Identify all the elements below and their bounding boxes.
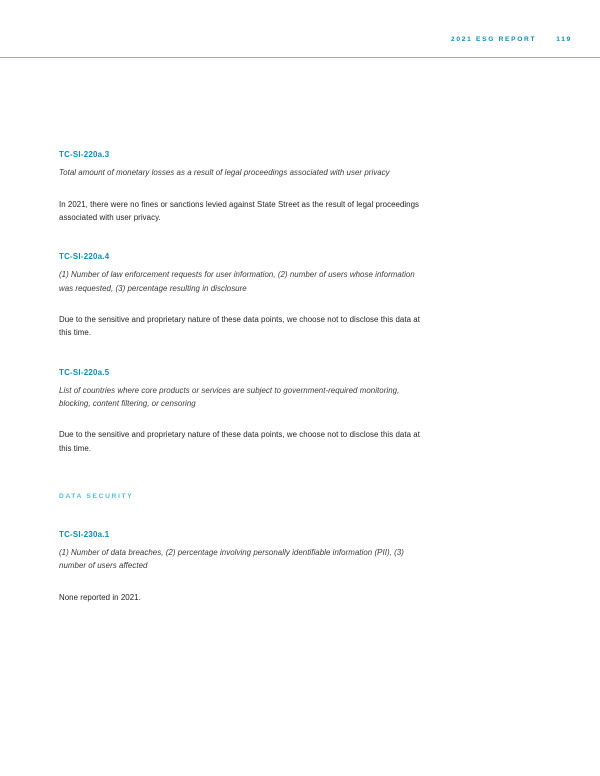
- disclosure-block: [59, 252, 431, 339]
- block-spacer: [59, 224, 431, 252]
- disclosure-block: [59, 150, 431, 224]
- disclosure-metric: (1) Number of data breaches, (2) percentage involving personally identifiable information (PII), (3) number of users affected: [59, 548, 404, 571]
- disclosure-answer: In 2021, there were no fines or sanctions levied against State Street as the result of legal proceedings associated with user privacy.: [59, 199, 420, 222]
- section-spacer: [59, 500, 431, 530]
- disclosure-metric: (1) Number of law enforcement requests for user information, (2) number of users whose information was requested, (3) percentage resulting in disclosure: [59, 270, 415, 293]
- disclosure-answer: Due to the sensitive and proprietary nature of these data points, we choose not to disclose this data at this time.: [59, 314, 420, 338]
- header-divider: [0, 57, 600, 58]
- header-meta: [451, 36, 572, 43]
- section-heading: DATA SECURITY: [59, 492, 134, 500]
- block-spacer: [59, 340, 431, 368]
- page-number: 119: [556, 36, 572, 43]
- disclosure-metric: Total amount of monetary losses as a result of legal proceedings associated with user privacy: [59, 168, 390, 178]
- disclosure-answer: None reported in 2021.: [59, 592, 141, 602]
- disclosure-answer: Due to the sensitive and proprietary nature of these data points, we choose not to disclose this data at this time.: [59, 430, 420, 453]
- disclosure-code: TC-SI-230a.1: [59, 529, 110, 539]
- disclosure-block: [59, 530, 431, 604]
- disclosure-code: TC-SI-220a.4: [59, 252, 110, 262]
- disclosure-block: [59, 368, 431, 455]
- page-content: [59, 150, 431, 604]
- disclosure-code: TC-SI-220a.3: [59, 150, 110, 159]
- report-title: 2021 ESG REPORT: [451, 36, 537, 43]
- disclosure-metric: List of countries where core products or services are subject to government-required monitoring, blocking, content filtering, or censoring: [59, 385, 400, 409]
- page-header: [0, 0, 600, 58]
- disclosure-code: TC-SI-220a.5: [59, 367, 110, 377]
- section-spacer: [59, 455, 431, 493]
